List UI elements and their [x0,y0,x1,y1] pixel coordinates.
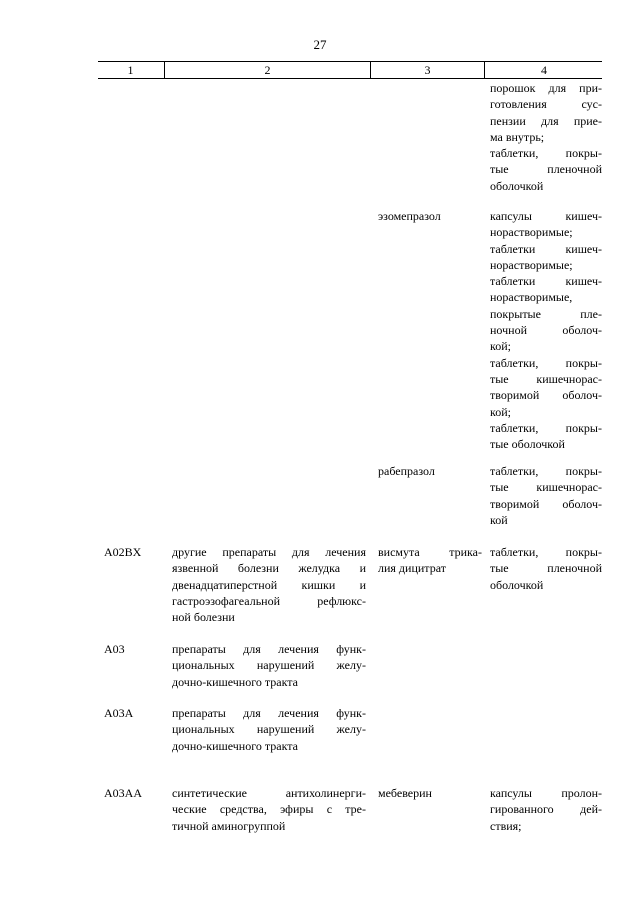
dosage-form-line: тые пленочной [490,561,602,576]
atc-code: A03A [104,706,134,720]
dosage-form-line: тые кишечнорас- [490,480,602,495]
dosage-form-line: таблетки, покры- [490,146,602,161]
dosage-form-line: гированного дей- [490,802,602,817]
dosage-form-line: норастворимые, [490,290,573,305]
group-name-line: дочно-кишечного тракта [172,674,298,689]
dosage-form-line: капсулы пролон- [490,786,602,800]
dosage-form-line: таблетки, покры- [490,420,602,435]
dosage-form-cell [490,208,602,452]
dosage-form-line: ствия; [490,818,522,833]
drug-name-cell [378,544,482,577]
dosage-form-line: таблетки, покры- [490,464,602,478]
dosage-form-line: тые кишечнорас- [490,371,602,386]
dosage-form-line: кой; [490,404,511,419]
atc-code: A03AA [104,786,142,800]
page-number: 27 [313,37,327,52]
dosage-form-line: кой; [490,339,511,354]
group-name-line: препараты для лечения функ- [172,706,366,720]
group-name-cell [172,544,366,625]
dosage-form-line: творимой оболоч- [490,496,602,511]
dosage-form-line: ма внутрь; [490,129,545,144]
group-name-line: гастроэзофагеальной рефлюкс- [172,593,366,608]
drug-name-cell [378,785,482,801]
dosage-form-cell [490,463,602,528]
group-name-line: двенадцатиперстной кишки и [172,577,366,592]
column-header-3: 3 [370,62,484,78]
dosage-form-cell [490,785,602,834]
dosage-form-line: творимой оболоч- [490,388,602,403]
drug-name-line: висмута трика- [378,545,482,559]
group-name-line: синтетические антихолинерги- [172,786,366,800]
atc-code: A03 [104,642,125,656]
drug-name: эзомепразол [378,209,441,223]
dosage-form-line: порошок для при- [490,81,602,95]
dosage-form-line: оболочкой [490,577,544,592]
group-name-line: дочно-кишечного тракта [172,738,298,753]
dosage-form-line: кой [490,512,508,527]
dosage-form-line: норастворимые; [490,257,573,272]
dosage-form-line: таблетки, покры- [490,545,602,559]
column-header-2: 2 [164,62,370,78]
group-name-line: ной болезни [172,610,235,625]
drug-name-cell [378,463,482,479]
dosage-form-line: норастворимые; [490,225,573,240]
group-name-cell [172,641,366,690]
drug-name-cell [378,208,482,224]
group-name-line: препараты для лечения функ- [172,642,366,656]
table-header-row [98,61,602,79]
drug-name: рабепразол [378,464,435,478]
atc-code: A02BX [104,545,142,559]
dosage-form-line: оболочкой [490,178,544,193]
dosage-form-line: покрытые пле- [490,306,602,321]
group-name-line: другие препараты для лечения [172,545,366,559]
column-header-1: 1 [127,63,134,77]
dosage-form-cell [490,544,602,593]
dosage-form-line: капсулы кишеч- [490,209,602,223]
dosage-form-line: таблетки кишеч- [490,274,602,289]
group-name-line: тичной аминогруппой [172,818,286,833]
drug-name-line: лия дицитрат [378,561,446,576]
group-name-line: циональных нарушений желу- [172,722,366,737]
dosage-form-cell [490,80,602,194]
dosage-form-line: готовления сус- [490,97,602,112]
drug-name: мебеверин [378,786,432,800]
dosage-form-line: тые оболочкой [490,437,565,452]
group-name-line: ческие средства, эфиры с тре- [172,802,366,817]
group-name-cell [172,785,366,834]
column-header-4: 4 [484,62,603,78]
dosage-form-line: тые пленочной [490,162,602,177]
group-name-line: циональных нарушений желу- [172,658,366,673]
dosage-form-line: ночной оболоч- [490,323,602,338]
group-name-line: язвенной болезни желудка и [172,561,366,576]
dosage-form-line: пензии для прие- [490,113,602,128]
group-name-cell [172,705,366,754]
dosage-form-line: таблетки, покры- [490,355,602,370]
dosage-form-line: таблетки кишеч- [490,241,602,256]
